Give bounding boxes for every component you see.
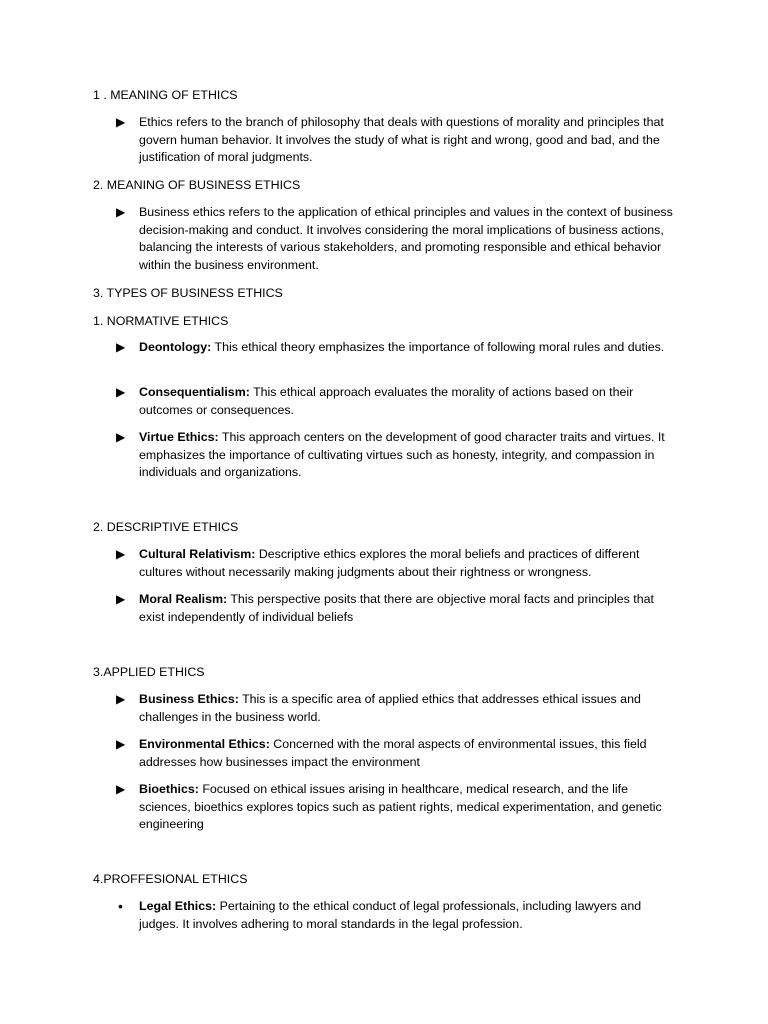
list-item: [116, 339, 676, 357]
item-term: Cultural Relativism:: [139, 547, 256, 561]
list-item: [116, 898, 676, 933]
item-text: This ethical approach evaluates the morality of actions based on their outcomes or consequences.: [139, 385, 634, 417]
heading-professional-ethics: 4.PROFFESIONAL ETHICS: [93, 872, 248, 886]
list-item: [116, 691, 676, 726]
arrow-bullet-icon: ▶: [116, 692, 126, 706]
item-term: Moral Realism:: [139, 592, 228, 606]
arrow-bullet-icon: ▶: [116, 430, 126, 444]
item-text: Business ethics refers to the application of ethical principles and values in the context of business decision-making and conduct. It involves considering the moral implications of business actions, balancing the interests of various stakeholders, and promoting responsible and ethical behavior within the business environment.: [139, 205, 673, 272]
heading-applied-ethics: 3.APPLIED ETHICS: [93, 665, 205, 679]
item-text: Descriptive ethics explores the moral beliefs and practices of different cultures without necessarily making judgments about their rightness or wrongness.: [139, 547, 640, 579]
item-text: Focused on ethical issues arising in healthcare, medical research, and the life sciences, bioethics explores topics such as patient rights, medical experimentation, and genetic engineering: [139, 782, 662, 832]
arrow-bullet-icon: ▶: [116, 115, 126, 129]
arrow-bullet-icon: ▶: [116, 737, 126, 751]
list-item: [116, 546, 676, 581]
item-term: Legal Ethics:: [139, 899, 217, 913]
item-term: Bioethics:: [139, 782, 199, 796]
arrow-bullet-icon: ▶: [116, 385, 126, 399]
item-text: Concerned with the moral aspects of environmental issues, this field addresses how businesses impact the environment: [139, 737, 647, 769]
item-term: Consequentialism:: [139, 385, 250, 399]
list-item: [116, 384, 676, 419]
heading-types-of-business-ethics: 3. TYPES OF BUSINESS ETHICS: [93, 286, 283, 300]
item-text: Ethics refers to the branch of philosophy that deals with questions of morality and principles that govern human behavior. It involves the study of what is right and wrong, good and bad, and the justification of moral judgments.: [139, 115, 664, 165]
heading-descriptive-ethics: 2. DESCRIPTIVE ETHICS: [93, 520, 239, 534]
arrow-bullet-icon: ▶: [116, 340, 126, 354]
item-text: This approach centers on the development of good character traits and virtues. It emphasizes the importance of cultivating virtues such as honesty, integrity, and compassion in individuals and organizations.: [139, 430, 665, 480]
arrow-bullet-icon: ▶: [116, 782, 126, 796]
item-text: This is a specific area of applied ethics that addresses ethical issues and challenges in the business world.: [139, 692, 641, 724]
item-text: This perspective posits that there are objective moral facts and principles that exist independently of individual beliefs: [139, 592, 654, 624]
heading-meaning-of-business-ethics: 2. MEANING OF BUSINESS ETHICS: [93, 178, 301, 192]
list-item: [116, 429, 676, 482]
list-item: [116, 736, 676, 771]
heading-meaning-of-ethics: 1 . MEANING OF ETHICS: [93, 88, 238, 102]
arrow-bullet-icon: ▶: [116, 547, 126, 561]
heading-normative-ethics: 1. NORMATIVE ETHICS: [93, 314, 229, 328]
item-text: Pertaining to the ethical conduct of legal professionals, including lawyers and judges. It involves adhering to moral standards in the legal profession.: [139, 899, 642, 931]
item-term: Deontology:: [139, 340, 212, 354]
list-item: [116, 781, 676, 834]
dot-bullet-icon: •: [118, 898, 123, 914]
list-item: [116, 114, 676, 167]
item-term: Virtue Ethics:: [139, 430, 219, 444]
list-item: [116, 204, 676, 274]
list-item: [116, 591, 676, 626]
arrow-bullet-icon: ▶: [116, 205, 126, 219]
arrow-bullet-icon: ▶: [116, 592, 126, 606]
item-term: Business Ethics:: [139, 692, 239, 706]
item-text: This ethical theory emphasizes the importance of following moral rules and duties.: [211, 340, 665, 354]
item-term: Environmental Ethics:: [139, 737, 270, 751]
